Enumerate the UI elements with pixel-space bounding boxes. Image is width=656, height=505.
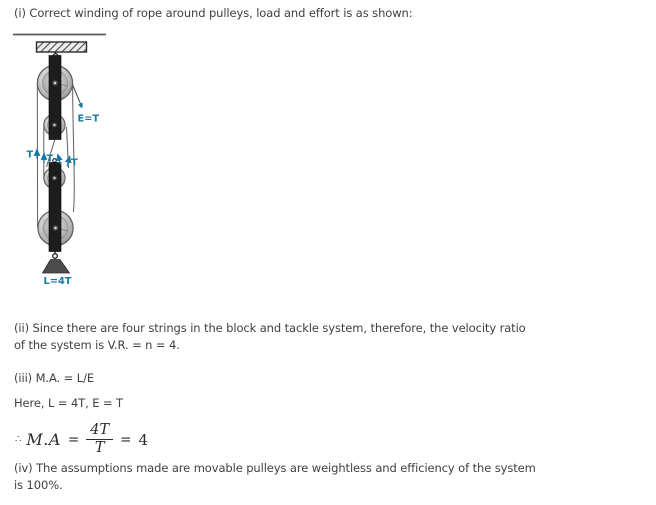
formula-result: 4 <box>138 430 148 449</box>
mid-hook <box>53 159 57 163</box>
pulley-system-diagram <box>6 26 146 296</box>
bottom-hook <box>53 254 58 259</box>
paragraph-ii-line2: of the system is V.R. = n = 4. <box>14 337 180 352</box>
load-label: L=4T <box>43 276 72 287</box>
statement-i: (i) Correct winding of rope around pulleys, load and effort is as shown: <box>14 6 413 20</box>
formula-lhs: M.A <box>26 430 61 449</box>
equals-sign: = <box>67 431 80 448</box>
upper-pulley-block <box>37 56 72 140</box>
paragraph-iv <box>14 460 536 493</box>
effort-label: E=T <box>77 113 100 125</box>
axle-pin <box>54 124 56 126</box>
lower-pulley-block <box>38 163 73 252</box>
paragraph-ii <box>14 320 526 353</box>
paragraph-iv-line2: is 100%. <box>14 477 63 492</box>
fraction-numerator: 4T <box>86 423 113 440</box>
hatched-support-bar <box>37 42 87 52</box>
load-weight <box>43 260 70 274</box>
here-line: Here, L = 4T, E = T <box>14 396 123 410</box>
fraction-denominator: T <box>94 440 105 456</box>
ceiling <box>13 35 106 53</box>
axle-pin <box>54 227 56 229</box>
therefore-symbol: ∴ <box>15 434 21 445</box>
rope-strand <box>73 83 75 212</box>
fraction <box>86 423 113 456</box>
tension-label-right: T <box>71 157 78 169</box>
axle-pin <box>54 82 56 84</box>
tension-label-left: T <box>26 149 34 161</box>
axle-pin <box>54 177 56 179</box>
equals-sign: = <box>120 431 132 448</box>
statement-iii: (iii) M.A. = L/E <box>14 371 95 385</box>
paragraph-iv-line1: (iv) The assumptions made are movable pulleys are weightless and efficiency of the system <box>14 461 536 475</box>
paragraph-ii-line1: (ii) Since there are four strings in the block and tackle system, therefore, the velocity ratio <box>14 321 526 335</box>
tension-label-mid: T <box>46 153 54 165</box>
ma-formula <box>15 423 148 456</box>
